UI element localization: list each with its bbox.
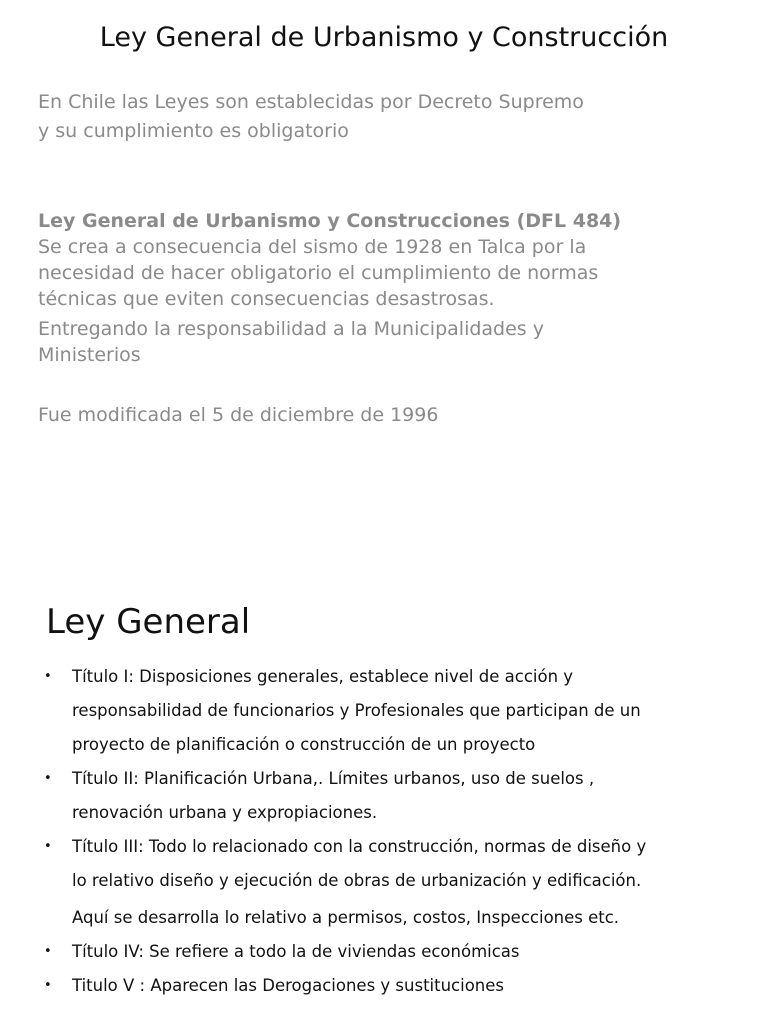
modification-date-text: Fue modificada el 5 de diciembre de 1996 bbox=[38, 404, 439, 426]
titulo-1-line-2: responsabilidad de funcionarios y Profesionales que participan de un bbox=[72, 701, 641, 720]
list-item-titulo-4 bbox=[0, 935, 768, 969]
titulo-2-line-2: renovación urbana y expropiaciones. bbox=[72, 803, 378, 822]
responsibility-line-1: Entregando la responsabilidad a la Municipalidades y bbox=[38, 318, 544, 340]
slide-1-title: Ley General de Urbanismo y Construcción bbox=[99, 22, 669, 53]
law-line-3: técnicas que eviten consecuencias desastrosas. bbox=[38, 288, 495, 310]
responsibility-line-2: Ministerios bbox=[38, 344, 141, 366]
law-description bbox=[38, 208, 738, 312]
titulo-1-line-3: proyecto de planificación o construcción de un proyecto bbox=[72, 735, 536, 754]
law-title: Ley General de Urbanismo y Construcciones (DFL 484) bbox=[38, 210, 622, 232]
list-item-titulo-3 bbox=[0, 830, 768, 935]
titulo-4-line-1: • Título IV: Se refiere a todo la de viviendas económicas bbox=[72, 942, 520, 961]
law-line-1: Se crea a consecuencia del sismo de 1928 en Talca por la bbox=[38, 236, 587, 258]
intro-text bbox=[38, 88, 738, 146]
list-item-titulo-2 bbox=[0, 762, 768, 830]
slide-2-title: Ley General bbox=[46, 602, 251, 642]
titulo-3-line-1: • Título III: Todo lo relacionado con la construcción, normas de diseño y bbox=[72, 837, 647, 856]
list-item-titulo-1 bbox=[0, 660, 768, 762]
titulo-5-line-1: • Titulo V : Aparecen las Derogaciones y sustituciones bbox=[72, 976, 505, 995]
list-item-titulo-5 bbox=[0, 969, 768, 1003]
intro-line-2: y su cumplimiento es obligatorio bbox=[38, 120, 349, 142]
law-line-2: necesidad de hacer obligatorio el cumplimiento de normas bbox=[38, 262, 599, 284]
titulos-list bbox=[0, 660, 768, 1003]
titulo-3-line-3: Aquí se desarrolla lo relativo a permisos, costos, Inspecciones etc. bbox=[72, 908, 620, 927]
titulo-2-line-1: • Título II: Planificación Urbana,. Límites urbanos, uso de suelos , bbox=[72, 769, 595, 788]
titulo-1-line-1: • Título I: Disposiciones generales, establece nivel de acción y bbox=[72, 667, 574, 686]
intro-line-1: En Chile las Leyes son establecidas por Decreto Supremo bbox=[38, 91, 584, 113]
titulo-3-line-2: lo relativo diseño y ejecución de obras de urbanización y edificación. bbox=[72, 871, 642, 890]
responsibility-text bbox=[38, 316, 738, 368]
